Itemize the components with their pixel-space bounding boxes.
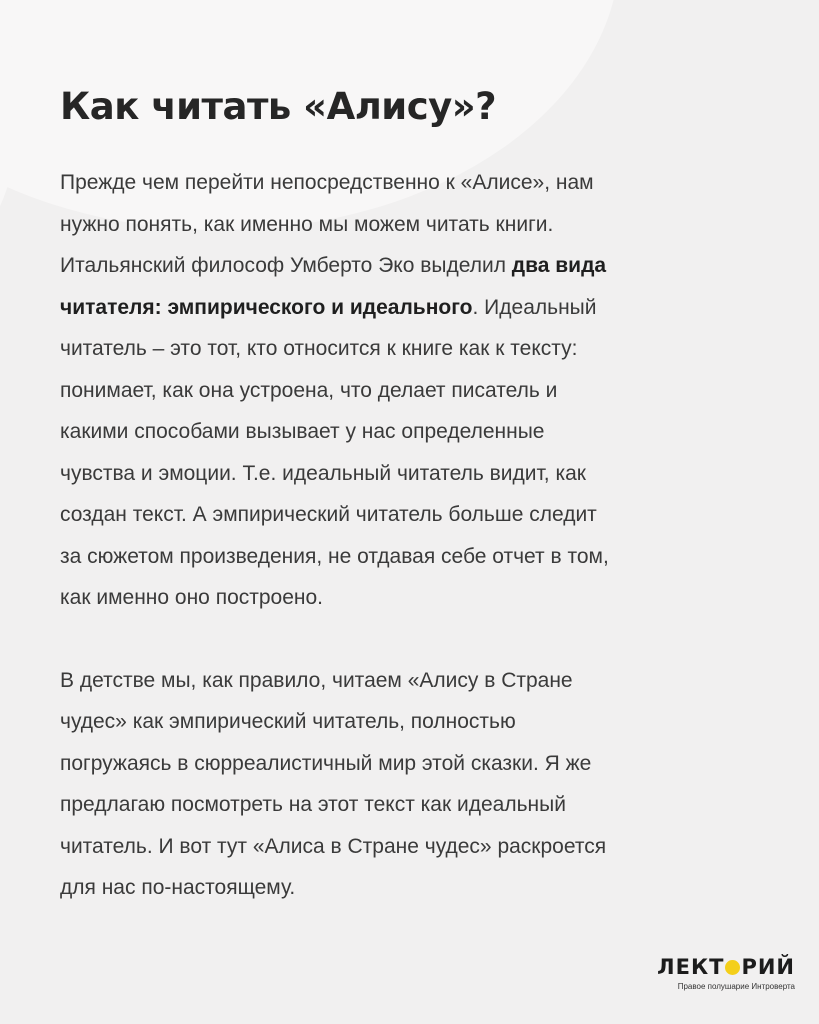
paragraph-line: как именно оно построено. [60, 586, 324, 609]
paragraph-line: Прежде чем перейти непосредственно к «Алисе», нам [60, 171, 594, 194]
paragraph-line: понимает, как она устроена, что делает писатель и [60, 378, 558, 402]
lektoriy-logo [657, 955, 795, 993]
paragraph-line: за сюжетом произведения, не отдавая себе отчет в том, [60, 544, 609, 568]
page-title: Как читать «Алису»? [60, 85, 497, 128]
paragraph-line: читатель – это тот, кто относится к книге как к тексту: [60, 337, 578, 360]
logo-wordmark [657, 955, 795, 979]
bold-phrase: читателя: эмпирического и идеального [60, 295, 473, 319]
article [60, 84, 760, 909]
paragraph-line: создан текст. А эмпирический читатель больше следит [60, 503, 597, 526]
logo-yellow-dot-icon [725, 960, 740, 975]
paragraph-line: читатель. И вот тут «Алиса в Стране чудес» раскроется [60, 834, 607, 858]
paragraph-line: предлагаю посмотреть на этот текст как идеальный [60, 793, 566, 816]
logo-text-start: ЛЕКТ [657, 955, 725, 979]
paragraph-line: нужно понять, как именно мы можем читать книги. [60, 212, 554, 236]
paragraph-2 [60, 660, 760, 909]
logo-text-end: РИЙ [741, 955, 795, 979]
paragraph-line: какими способами вызывает у нас определенные [60, 420, 545, 443]
logo-subtitle: Правое полушарие Интроверта [677, 982, 795, 991]
paragraph-line: чувства и эмоции. Т.е. идеальный читатель видит, как [60, 461, 586, 485]
paragraph-line: В детстве мы, как правило, читаем «Алису в Стране [60, 668, 573, 692]
paragraph-line: . Идеальный [472, 295, 597, 319]
paragraph-line: Итальянский философ Умберто Эко выделил [60, 254, 512, 277]
paragraph-line: для нас по-настоящему. [60, 876, 296, 899]
paragraph-line: погружаясь в сюрреалистичный мир этой сказки. Я же [60, 751, 592, 775]
paragraph-line: чудес» как эмпирический читатель, полностью [60, 710, 516, 733]
paragraph-1 [60, 162, 760, 619]
bold-phrase: два вида [511, 254, 607, 277]
